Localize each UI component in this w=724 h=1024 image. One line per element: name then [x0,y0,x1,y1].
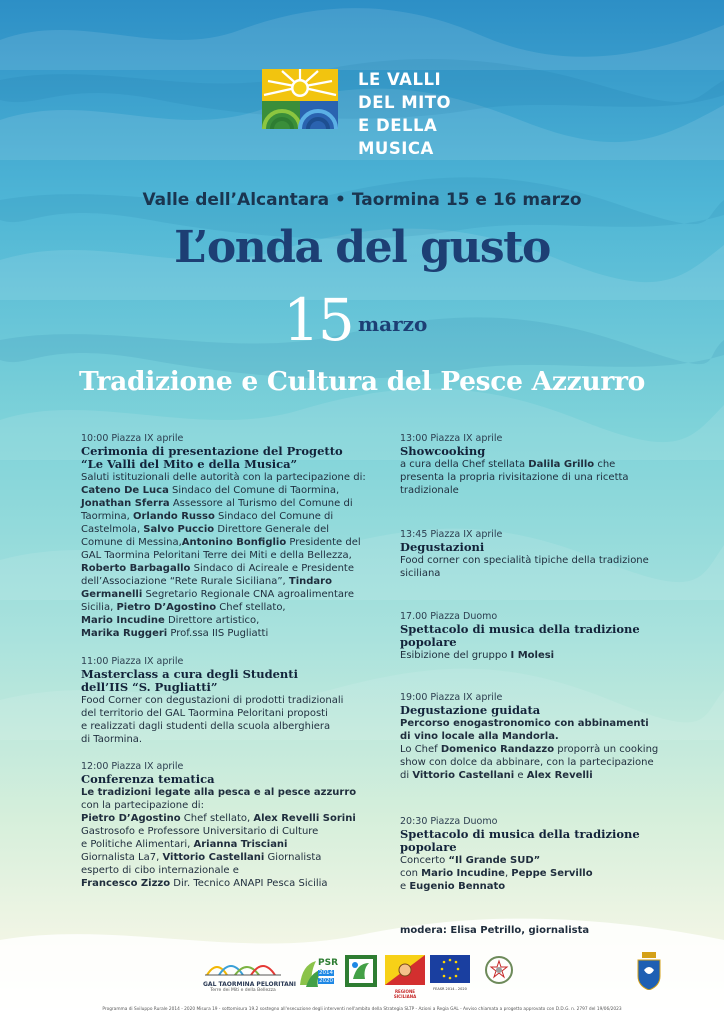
person-name: Roberto Barbagallo [81,563,191,574]
sun-valley-icon [262,69,338,129]
person-name: Salvo Puccio [143,524,215,535]
event-title-line: Masterclass a cura degli Studenti [81,667,298,681]
event-title-line: Spettacolo di musica della tradizione [400,622,640,636]
program-item-1700 [400,610,700,662]
taormina-crest-icon [636,952,662,990]
text-span: Chef stellato, [216,602,286,613]
event-time: 11:00 Piazza IX aprile [81,656,184,667]
text-span: e Politiche Alimentari, [81,839,194,850]
program-item-1345 [400,528,700,580]
program-item-1200 [81,760,381,890]
eu-flag-icon [430,955,470,983]
person-name: Peppe Servillo [511,868,593,879]
trinacria-icon [385,955,425,985]
text-span: Prof.ssa IIS Pugliatti [167,628,269,639]
event-subtitle-line: Le tradizioni legate alla pesca e al pesce azzurro [81,787,357,798]
text-span: a cura della Chef stellata [400,459,529,470]
text-line: Saluti istituzionali delle autorità con la partecipazione di: [81,472,366,483]
municipality-crest-logo [636,952,662,992]
person-name: Tindaro [288,576,332,587]
event-time: 12:00 Piazza IX aprile [81,761,184,772]
event-title-line: “Le Valli del Mito e della Musica” [81,457,298,471]
text-line: Food Corner con degustazioni di prodotti tradizionali [81,695,344,706]
text-span: dell’Associazione “Rete Rurale Siciliana”, [81,576,289,587]
person-name: Vittorio Castellani [162,852,265,863]
psr-year-end: 2020 [319,978,333,984]
event-title-line: Conferenza tematica [81,772,215,786]
event-title-line: Spettacolo di musica della tradizione [400,827,640,841]
text-line: siciliana [400,568,441,579]
psr-logo [296,955,338,995]
project-logo [262,69,338,129]
regione-sicilia-logo [385,955,425,999]
text-span: Giornalista La7, [81,852,163,863]
person-name: Pietro D’Agostino [116,602,217,613]
person-name: Alex Revelli [526,770,593,781]
person-name: Germanelli [81,589,143,600]
event-time: 10:00 Piazza IX aprile [81,433,184,444]
text-span: con [400,868,422,879]
text-line: con la partecipazione di: [81,800,204,811]
person-name: Jonathan Sferra [81,498,170,509]
event-title-line: popolare [400,840,457,854]
text-span: Castelmola, [81,524,144,535]
text-line: di vino locale alla Mandorla. [400,731,559,742]
person-name: Arianna Trisciani [193,839,288,850]
person-name: Pietro D’Agostino [81,813,181,824]
event-time: 17.00 Piazza Duomo [400,611,498,622]
psr-year-start: 2014 [319,970,333,976]
moderator-line: modera: Elisa Petrillo, giornalista [400,925,590,936]
text-line: Food corner con specialità tipiche della tradizione [400,555,649,566]
text-span: Giornalista [264,852,322,863]
text-line: di Taormina. [81,734,143,745]
text-span: Sicilia, [81,602,117,613]
gal-tagline: Terre dei Miti e della Bellezza [210,988,276,993]
program-item-1000 [81,432,381,640]
text-span: Direttore Generale del [214,524,330,535]
person-name: Francesco Zizzo [81,878,171,889]
text-line: esperto di cibo internazionale e [81,865,239,876]
person-name: Marika Ruggeri [81,628,168,639]
feasr-label: FEASR 2014 - 2020 [433,987,467,991]
text-span: Comune di Messina, [81,537,182,548]
text-line: tradizionale [400,485,459,496]
text-span: Dir. Tecnico ANAPI Pesca Sicilia [170,878,328,889]
text-span: Sindaco del Comune di [214,511,334,522]
text-span: , [504,868,512,879]
text-span: Chef stellato, [180,813,254,824]
gal-logo [203,955,297,995]
text-span: e [400,881,410,892]
text-line: presenta la propria rivisitazione di una ricetta [400,472,629,483]
eu-logo [430,955,470,995]
person-name: Orlando Russo [132,511,215,522]
person-name: Antonino Bonfiglio [181,537,287,548]
program-item-2030 [400,815,700,893]
concert-name: “Il Grande SUD” [448,855,541,866]
person-name: Alex Revelli Sorini [253,813,356,824]
text-span: Sindaco di Acireale e Presidente [190,563,354,574]
logo-line-1: LE VALLI [358,70,442,89]
event-theme: Tradizione e Cultura del Pesce Azzurro [78,366,646,397]
text-span: proporrà un cooking [554,744,659,755]
event-title: L’onda del gusto [174,222,550,273]
person-name: Domenico Randazzo [440,744,555,755]
text-span: e [514,770,527,781]
person-name: Mario Incudine [81,615,165,626]
text-span: Lo Chef [400,744,441,755]
text-line: e realizzati dagli studenti della scuola alberghiera [81,721,331,732]
program-item-1900 [400,691,700,782]
event-title-line: popolare [400,635,457,649]
funding-disclaimer: Programma di Sviluppo Rurale 2014 - 2020 Misura 19 - sottomisura 19.2 sostegno all'esecuzione degli interventi nell'ambito della Strategia SLTP - Azioni a Regia GAL - Avviso chiamata a progetto approvato con D.D.G. n. 2797 del 19/06/2023 [102,1007,622,1012]
text-span: Sindaco del Comune di Taormina, [168,485,340,496]
person-name: Mario Incudine [421,868,505,879]
logo-line-2: DEL MITO [358,93,452,112]
event-title-line: Cerimonia di presentazione del Progetto [81,444,343,458]
text-span: che [594,459,616,470]
event-subtitle: Valle dell’Alcantara • Taormina 15 e 16 marzo [142,190,582,210]
event-title-line: dell’IIS “S. Pugliatti” [81,680,218,694]
group-name: I Molesi [510,650,555,661]
event-title-line: Degustazione guidata [400,703,541,717]
person-name: Dalila Grillo [528,459,595,470]
leader-logo [345,955,377,995]
leader-icon [345,955,377,987]
text-line: Gastrosofo e Professore Universitario di Culture [81,826,319,837]
program-item-1300 [400,432,700,497]
psr-label: PSR [318,958,339,968]
regione-label: REGIONE SICILIANA [393,989,417,999]
text-span: Concerto [400,855,449,866]
text-span: Esibizione del gruppo [400,650,511,661]
program-item-1100 [81,655,381,746]
person-name: Cateno De Luca [81,485,169,496]
gal-name: GAL TAORMINA PELORITANI [203,981,297,988]
text-span: Presidente del [286,537,361,548]
italy-emblem-logo [484,955,514,995]
person-name: Eugenio Bennato [409,881,506,892]
text-line: GAL Taormina Peloritani Terre dei Miti e della Bellezza, [81,550,352,561]
event-month: marzo [358,312,428,336]
person-name: Vittorio Castellani [412,770,515,781]
text-span: Taormina, [81,511,133,522]
gal-arches-icon [203,955,283,977]
italian-emblem-icon [484,955,514,985]
text-span: Direttore artistico, [164,615,260,626]
logo-line-3: E DELLA [358,116,438,135]
event-time: 13:45 Piazza IX aprile [400,529,503,540]
event-time: 19:00 Piazza IX aprile [400,692,503,703]
text-span: Assessore al Turismo del Comune di [169,498,353,509]
event-time: 13:00 Piazza IX aprile [400,433,503,444]
logo-line-4: MUSICA [358,139,434,158]
event-title-line: Showcooking [400,444,486,458]
text-span: di [400,770,413,781]
event-day: 15 [283,286,353,354]
text-line: Percorso enogastronomico con abbinamenti [400,718,649,729]
text-span: Segretario Regionale CNA agroalimentare [142,589,355,600]
event-time: 20:30 Piazza Duomo [400,816,498,827]
event-title-line: Degustazioni [400,540,485,554]
text-line: del territorio del GAL Taormina Peloritani proposti [81,708,328,719]
text-line: show con dolce da abbinare, con la partecipazione [400,757,654,768]
